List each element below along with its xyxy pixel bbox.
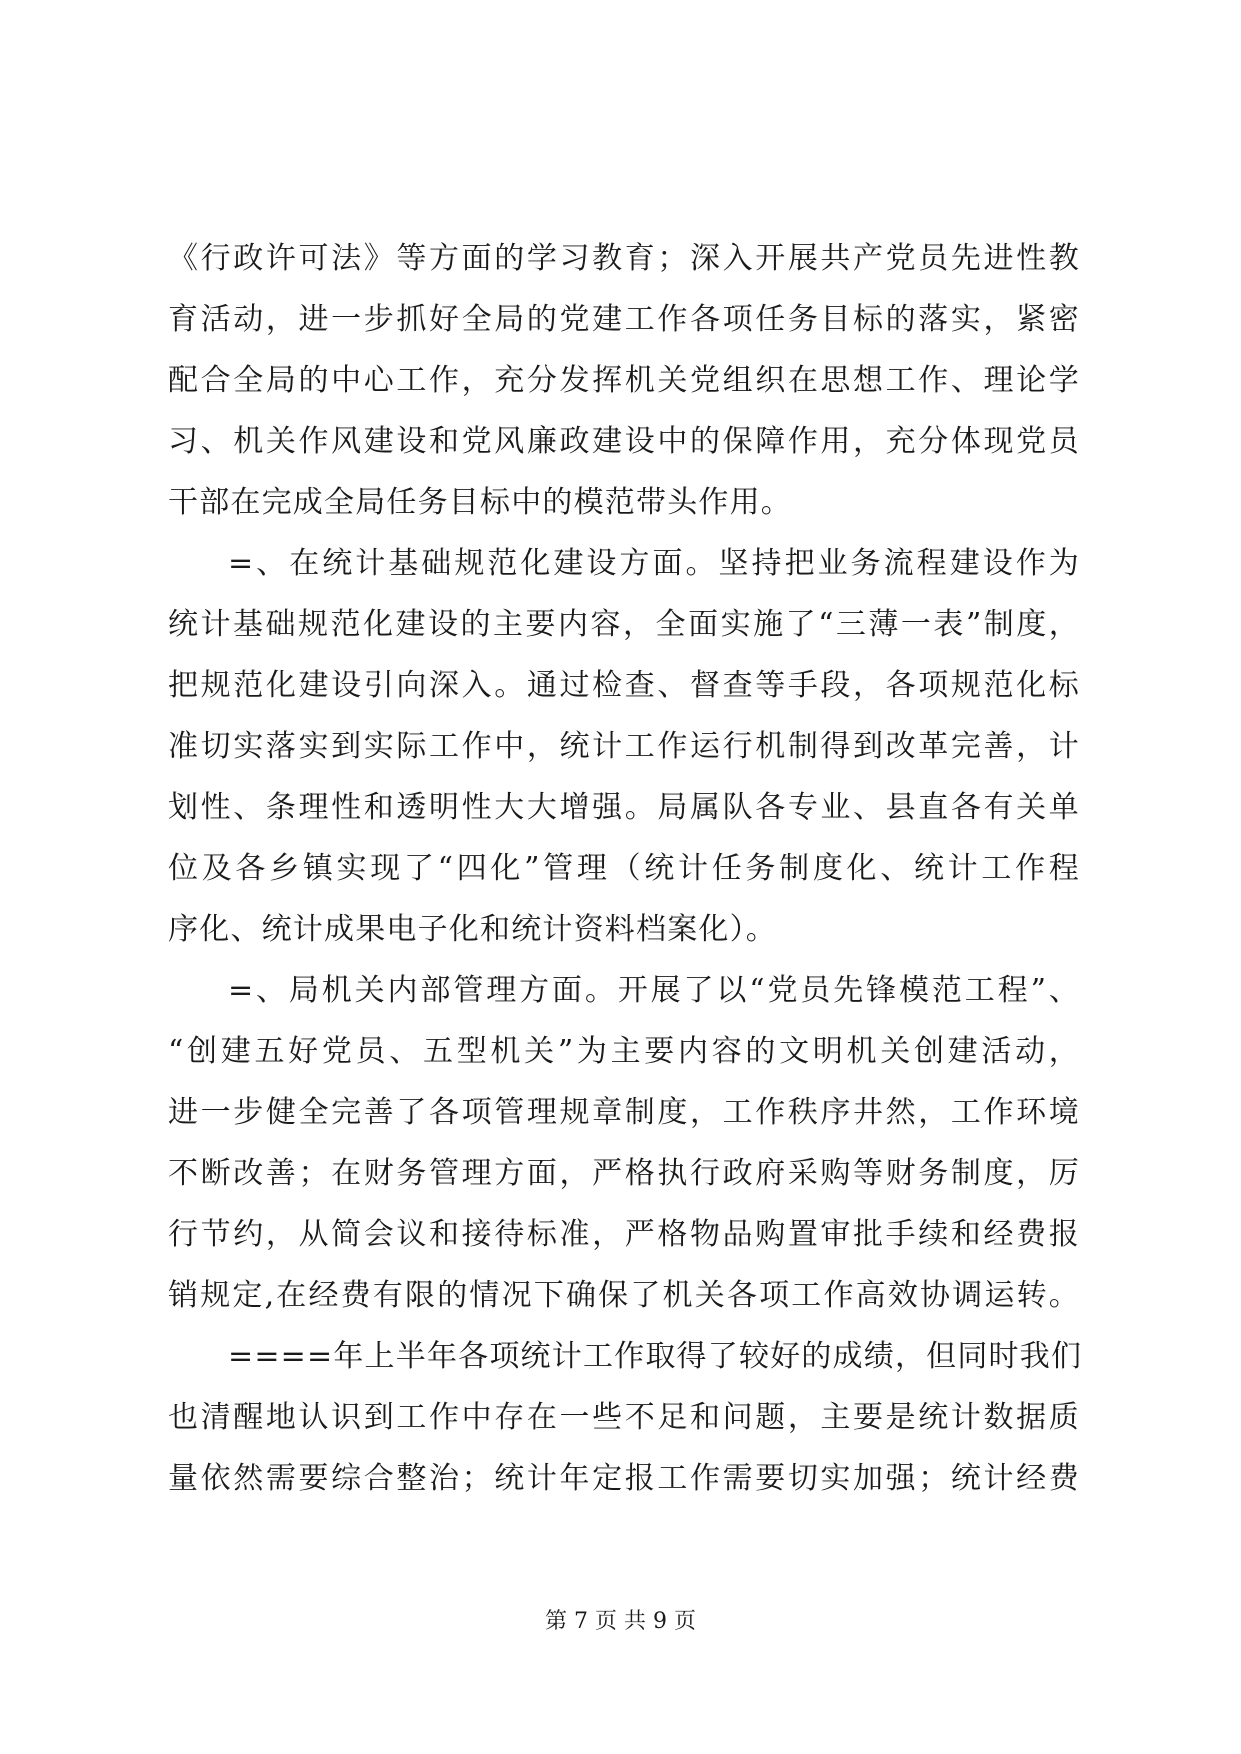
paragraph-shortcomings xyxy=(168,1326,1083,1509)
text-line: 行节约，从简会议和接待标准，严格物品购置审批手续和经费报 xyxy=(168,1217,1080,1252)
text-line: 序化、统计成果电子化和统计资料档案化）。 xyxy=(168,912,777,947)
text-line: 也清醒地认识到工作中存在一些不足和问题，主要是统计数据质 xyxy=(168,1400,1080,1435)
page-number-footer: 第 7 页 共 9 页 xyxy=(545,1609,696,1634)
text-line: 量依然需要综合整治；统计年定报工作需要切实加强；统计经费 xyxy=(168,1461,1080,1496)
text-line: 划性、条理性和透明性大大增强。局属队各专业、县直各有关单 xyxy=(168,790,1080,825)
text-line: ====年上半年各项统计工作取得了较好的成绩，但同时我们 xyxy=(228,1339,1083,1374)
text-line: 《行政许可法》等方面的学习教育；深入开展共产党员先进性教 xyxy=(168,241,1080,276)
text-line: 位及各乡镇实现了“四化”管理（统计任务制度化、统计工作程 xyxy=(168,851,1080,886)
text-line: 准切实落实到实际工作中，统计工作运行机制得到改革完善，计 xyxy=(168,729,1080,764)
text-line: 统计基础规范化建设的主要内容，全面实施了“三薄一表”制度， xyxy=(168,607,1080,642)
document-body xyxy=(168,228,1083,1509)
text-line: 干部在完成全局任务目标中的模范带头作用。 xyxy=(168,485,792,520)
text-line: 把规范化建设引向深入。通过检查、督查等手段，各项规范化标 xyxy=(168,668,1080,703)
text-line: 不断改善；在财务管理方面，严格执行政府采购等财务制度，厉 xyxy=(168,1156,1080,1191)
text-line: 销规定,在经费有限的情况下确保了机关各项工作高效协调运转。 xyxy=(168,1278,1080,1313)
paragraph-party-building xyxy=(168,228,1080,533)
paragraph-statistics-standardization xyxy=(168,533,1080,960)
text-line: =、在统计基础规范化建设方面。坚持把业务流程建设作为 xyxy=(228,546,1080,581)
text-line: =、局机关内部管理方面。开展了以“党员先锋模范工程”、 xyxy=(228,973,1080,1008)
text-line: “创建五好党员、五型机关”为主要内容的文明机关创建活动， xyxy=(168,1034,1080,1069)
text-line: 习、机关作风建设和党风廉政建设中的保障作用，充分体现党员 xyxy=(168,424,1080,459)
text-line: 配合全局的中心工作，充分发挥机关党组织在思想工作、理论学 xyxy=(168,363,1080,398)
text-line: 育活动，进一步抓好全局的党建工作各项任务目标的落实，紧密 xyxy=(168,302,1080,337)
text-line: 进一步健全完善了各项管理规章制度，工作秩序井然，工作环境 xyxy=(168,1095,1080,1130)
paragraph-internal-management xyxy=(168,960,1080,1326)
